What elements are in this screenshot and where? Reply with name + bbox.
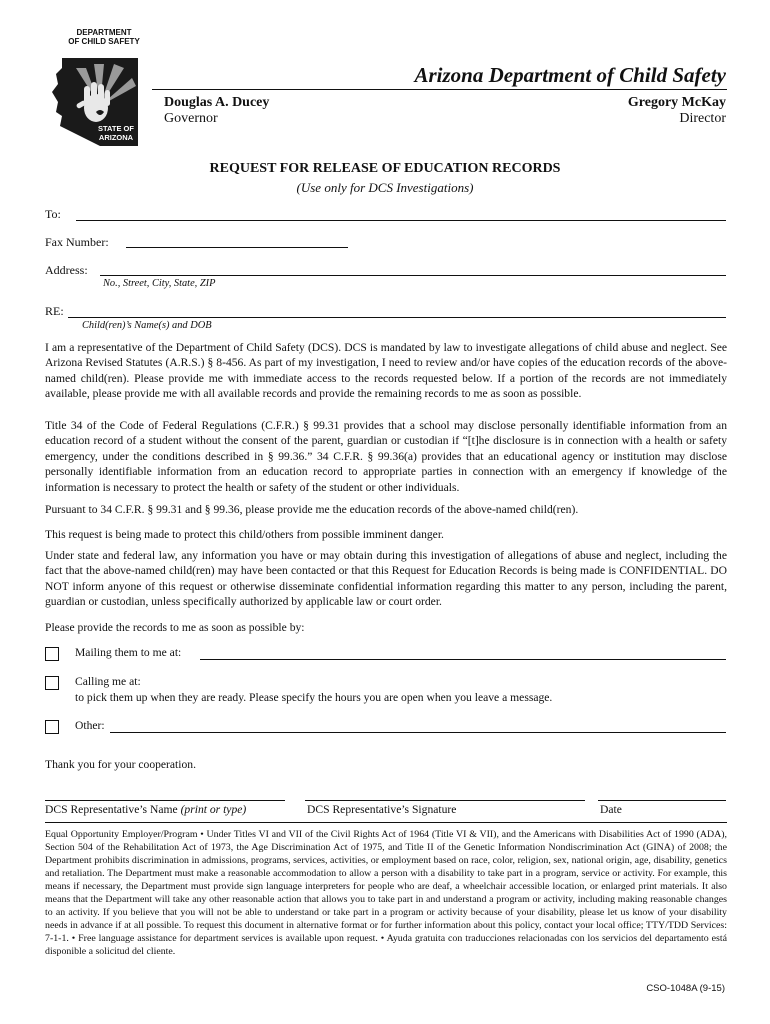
address-label: Address: xyxy=(45,263,88,277)
agency-name: Arizona Department of Child Safety xyxy=(414,63,726,87)
form-subtitle: (Use only for DCS Investigations) xyxy=(296,180,474,195)
fax-field[interactable] xyxy=(126,247,348,248)
rep-name-field[interactable] xyxy=(45,800,285,801)
form-code: CSO-1048A (9-15) xyxy=(646,983,725,994)
rep-signature-label: DCS Representative’s Signature xyxy=(307,803,457,816)
mailing-checkbox[interactable] xyxy=(45,647,59,661)
director-name: Gregory McKay xyxy=(627,95,726,110)
rep-name-label xyxy=(45,803,246,816)
date-field[interactable] xyxy=(598,800,726,801)
logo-bottom-text: STATE OF ARIZONA xyxy=(98,124,134,142)
address-hint: No., Street, City, State, ZIP xyxy=(103,278,216,289)
re-field[interactable] xyxy=(68,317,726,318)
date-label: Date xyxy=(600,803,622,816)
calling-label: Calling me at: xyxy=(75,675,141,688)
to-label: To: xyxy=(45,207,61,221)
dcs-logo xyxy=(40,28,150,150)
rep-name-hint: (print or type) xyxy=(180,803,247,816)
re-hint: Child(ren)’s Name(s) and DOB xyxy=(82,320,212,331)
calling-checkbox[interactable] xyxy=(45,676,59,690)
calling-detail: to pick them up when they are ready. Please specify the hours you are open when you leave a message. xyxy=(75,691,553,704)
closing-text: Thank you for your cooperation. xyxy=(45,758,196,771)
pursuant-paragraph: Pursuant to 34 C.F.R. § 99.31 and § 99.36, please provide me the education records of the above-named child(ren). xyxy=(45,503,579,516)
confidential-paragraph: Under state and federal law, any information you have or may obtain during this investigation of allegations of abuse and neglect, including the fact that the above-named child(ren) may have been contacted or that this Request for Education Records is being made is CONFIDENTIAL. DO NOT inform anyone of this request or otherwise disseminate confidential information regarding this matter to any person, including the parent, guardian or custodian, unless specifically authorized by applicable law or court order. xyxy=(45,549,727,609)
ferpa-paragraph: Title 34 of the Code of Federal Regulations (C.F.R.) § 99.31 provides that a school may disclose personally identifiable information from an education record of a student without the consent of the parent, guardian or custodian if “[t]he disclosure is in connection with a health or safety emergency, under the conditions described in § 99.36.” 34 C.F.R. § 99.36(a) provides that an educational agency or institution may disclose personally identifiable information from an education record to appropriate parties in connection with an emergency if knowledge of the information is necessary to protect the health or safety of the student or other individuals. xyxy=(45,419,727,494)
mailing-address-field[interactable] xyxy=(200,659,726,660)
eeo-notice: Equal Opportunity Employer/Program • Under Titles VI and VII of the Civil Rights Act of 1964 (Title VI & VII), and the Americans with Disabilities Act of 1990 (ADA), Section 504 of the Rehabilitation Act of 1973, the Age Discrimination Act of 1975, and Title II of the Genetic Information Nondiscrimination Act (GINA) of 2008; the Department prohibits discrimination in admissions, programs, services, activities, or employment based on race, color, religion, sex, national origin, age, disability, genetics and retaliation. The Department must make a reasonable accommodation to allow a person with a disability to take part in a program, service or activity. For example, this means if necessary, the Department must provide sign language interpreters for people who are deaf, a wheelchair accessible location, or enlarged print materials. It also means that the Department will take any other reasonable action that allows you to take part in and understand a program or activity, including making reasonable changes to an activity. If you believe that you will not be able to understand or take part in a program or activity because of your disability, please let us know of your disability needs in advance if at all possible. To request this document in alternative format or for further information about this policy, contact your local office; TTY/TDD Services: 7-1-1. • Free language assistance for department services is available upon request. • Ayuda gratuita con traducciones relacionadas con los servicios del departamento está disponible a solicitud del cliente. xyxy=(45,829,727,957)
other-label: Other: xyxy=(75,719,105,732)
governor-name: Douglas A. Ducey xyxy=(164,95,270,110)
danger-paragraph: This request is being made to protect this child/others from possible imminent danger. xyxy=(45,528,444,541)
provide-by-paragraph: Please provide the records to me as soon as possible by: xyxy=(45,621,305,634)
re-label: RE: xyxy=(45,304,64,318)
to-field[interactable] xyxy=(76,220,726,221)
fax-label: Fax Number: xyxy=(45,235,109,249)
header-rule xyxy=(152,89,727,90)
intro-paragraph: I am a representative of the Department of Child Safety (DCS). DCS is mandated by law to investigate allegations of child abuse and neglect. See Arizona Revised Statutes (A.R.S.) § 8-456. As part of my investigation, I need to review and/or have copies of the education records of the above-named child(ren). Please provide me with immediate access to the records requested below. If a portion of the records are not immediately available, please provide me with all available records and provide the remaining records to me as soon as possible. xyxy=(45,341,727,401)
mailing-label: Mailing them to me at: xyxy=(75,646,182,659)
logo-top-text: DEPARTMENT OF CHILD SAFETY xyxy=(68,28,140,46)
footer-rule xyxy=(45,822,727,823)
rep-name-label-text: DCS Representative’s Name xyxy=(45,803,178,816)
governor-title: Governor xyxy=(164,111,218,126)
form-title: REQUEST FOR RELEASE OF EDUCATION RECORDS xyxy=(209,161,561,176)
other-checkbox[interactable] xyxy=(45,720,59,734)
director-title: Director xyxy=(679,111,726,126)
address-field[interactable] xyxy=(100,275,726,276)
other-field[interactable] xyxy=(110,732,726,733)
rep-signature-field[interactable] xyxy=(305,800,585,801)
